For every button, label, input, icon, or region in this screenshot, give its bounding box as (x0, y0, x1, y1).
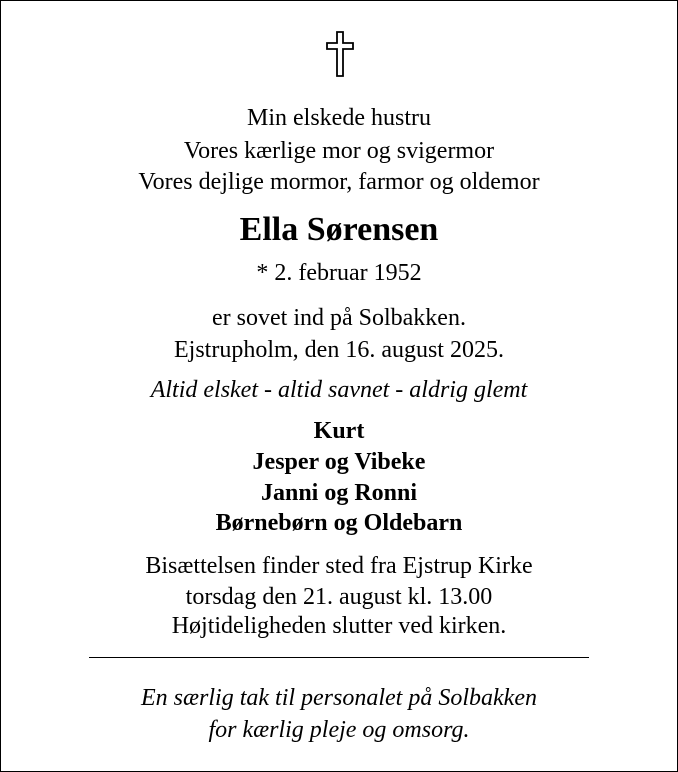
deceased-name: Ella Sørensen (239, 211, 439, 248)
cross-icon (326, 31, 354, 77)
birth-date: * 2. februar 1952 (256, 260, 422, 286)
funeral-line-1: Bisættelsen finder sted fra Ejstrup Kirke (145, 553, 533, 579)
death-line-2: Ejstrupholm, den 16. august 2025. (174, 337, 504, 363)
divider-rule (89, 657, 589, 658)
intro-line-3: Vores dejlige mormor, farmor og oldemor (138, 169, 540, 195)
thanks-line-1: En særlig tak til personalet på Solbakken (141, 685, 537, 711)
intro-line-1: Min elskede hustru (247, 105, 431, 131)
family-line-2: Jesper og Vibeke (252, 449, 426, 475)
death-line-1: er sovet ind på Solbakken. (212, 305, 466, 331)
funeral-line-2: torsdag den 21. august kl. 13.00 (185, 584, 493, 610)
thanks-line-2: for kærlig pleje og omsorg. (208, 717, 470, 743)
family-line-4: Børnebørn og Oldebarn (215, 510, 463, 536)
family-line-1: Kurt (313, 418, 365, 444)
family-line-3: Janni og Ronni (260, 480, 418, 506)
funeral-line-3: Højtideligheden slutter ved kirken. (171, 613, 507, 639)
motto: Altid elsket - altid savnet - aldrig glemt (150, 377, 528, 403)
intro-line-2: Vores kærlige mor og svigermor (183, 138, 495, 164)
